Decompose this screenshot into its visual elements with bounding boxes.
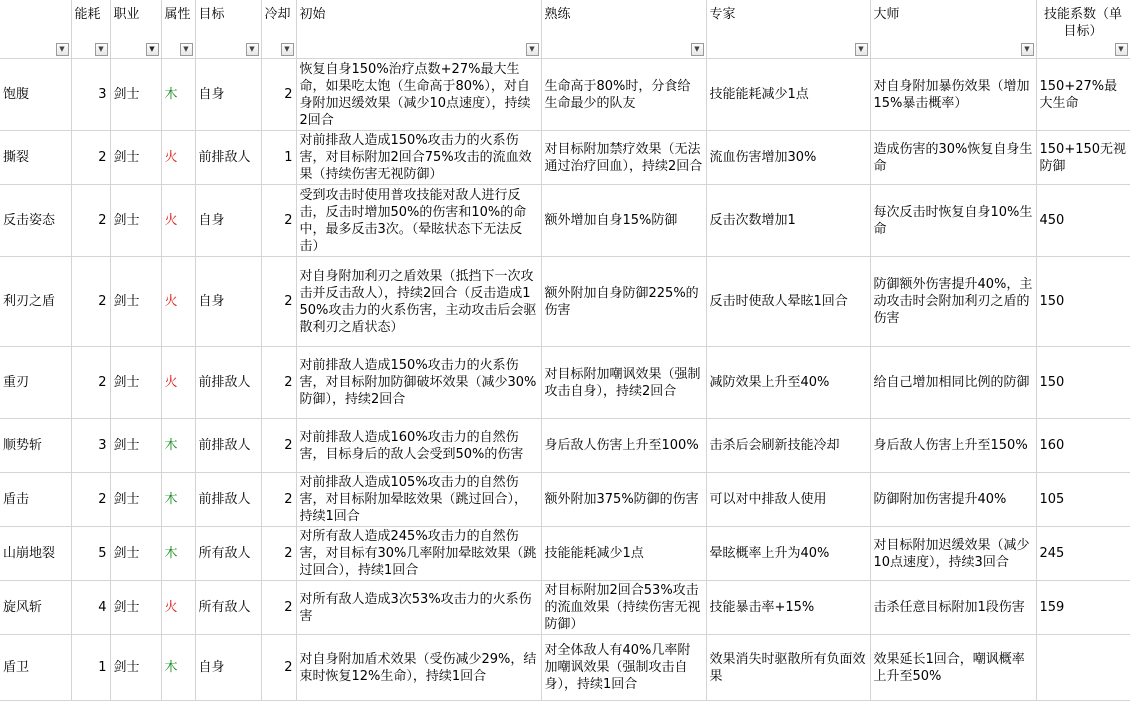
cell-expert[interactable]: 反击时使敌人晕眩1回合 bbox=[706, 257, 870, 347]
dropdown-arrow-icon: ▼ bbox=[529, 45, 535, 53]
header-cooldown: 冷却 ▼ bbox=[261, 0, 296, 59]
cell-cost[interactable]: 2 bbox=[71, 347, 110, 419]
cell-initial[interactable]: 对所有敌人造成245%攻击力的自然伤害，对目标有30%几率附加晕眩效果（跳过回合），持续1回合 bbox=[296, 527, 541, 581]
cell-class[interactable]: 剑士 bbox=[110, 185, 161, 257]
dropdown-arrow-icon: ▼ bbox=[694, 45, 700, 53]
cell-initial[interactable]: 恢复自身150%治疗点数+27%最大生命，如果吃太饱（生命高于80%），对自身附加迟缓效果（减少10点速度），持续2回合 bbox=[296, 59, 541, 131]
cell-skilled[interactable]: 身后敌人伤害上升至100% bbox=[541, 419, 706, 473]
cell-coef[interactable] bbox=[1036, 635, 1130, 701]
cell-name[interactable]: 利刃之盾 bbox=[0, 257, 71, 347]
cell-name[interactable]: 山崩地裂 bbox=[0, 527, 71, 581]
cell-cost[interactable]: 5 bbox=[71, 527, 110, 581]
cell-initial[interactable]: 对前排敌人造成150%攻击力的火系伤害，对目标附加防御破坏效果（减少30%防御），持续2回合 bbox=[296, 347, 541, 419]
cell-cooldown[interactable]: 2 bbox=[261, 59, 296, 131]
cell-coef[interactable]: 150 bbox=[1036, 257, 1130, 347]
cell-target[interactable]: 前排敌人 bbox=[195, 347, 261, 419]
cell-coef[interactable]: 105 bbox=[1036, 473, 1130, 527]
cell-element[interactable]: 火 bbox=[161, 185, 195, 257]
table-row bbox=[0, 581, 1130, 635]
cell-initial[interactable]: 对自身附加盾术效果（受伤减少29%，结束时恢复12%生命），持续1回合 bbox=[296, 635, 541, 701]
cell-expert[interactable]: 效果消失时驱散所有负面效果 bbox=[706, 635, 870, 701]
cell-cost[interactable]: 4 bbox=[71, 581, 110, 635]
cell-target[interactable]: 前排敌人 bbox=[195, 473, 261, 527]
cell-skilled[interactable]: 对全体敌人有40%几率附加嘲讽效果（强制攻击自身），持续1回合 bbox=[541, 635, 706, 701]
cell-master[interactable]: 对自身附加暴伤效果（增加15%暴击概率） bbox=[870, 59, 1036, 131]
dropdown-arrow-icon: ▼ bbox=[284, 45, 290, 53]
cell-target[interactable]: 自身 bbox=[195, 185, 261, 257]
cell-master[interactable]: 击杀任意目标附加1段伤害 bbox=[870, 581, 1036, 635]
cell-name[interactable]: 重刃 bbox=[0, 347, 71, 419]
cell-cooldown[interactable]: 2 bbox=[261, 527, 296, 581]
table-row bbox=[0, 131, 1130, 185]
cell-skilled[interactable]: 技能能耗减少1点 bbox=[541, 527, 706, 581]
cell-cost[interactable]: 3 bbox=[71, 59, 110, 131]
cell-name[interactable]: 盾击 bbox=[0, 473, 71, 527]
cell-skilled[interactable]: 对目标附加禁疗效果（无法通过治疗回血），持续2回合 bbox=[541, 131, 706, 185]
cell-class[interactable]: 剑士 bbox=[110, 419, 161, 473]
cell-expert[interactable]: 可以对中排敌人使用 bbox=[706, 473, 870, 527]
dropdown-arrow-icon: ▼ bbox=[1024, 45, 1030, 53]
cell-cost[interactable]: 2 bbox=[71, 257, 110, 347]
cell-class[interactable]: 剑士 bbox=[110, 527, 161, 581]
cell-master[interactable]: 防御额外伤害提升40%，主动攻击时会附加利刃之盾的伤害 bbox=[870, 257, 1036, 347]
cell-cost[interactable]: 1 bbox=[71, 635, 110, 701]
cell-expert[interactable]: 减防效果上升至40% bbox=[706, 347, 870, 419]
cell-expert[interactable]: 流血伤害增加30% bbox=[706, 131, 870, 185]
filter-dropdown-initial[interactable] bbox=[526, 43, 539, 56]
cell-cost[interactable]: 2 bbox=[71, 131, 110, 185]
cell-cooldown[interactable]: 1 bbox=[261, 131, 296, 185]
cell-skilled[interactable]: 对目标附加嘲讽效果（强制攻击自身），持续2回合 bbox=[541, 347, 706, 419]
header-cost: 能耗 ▼ bbox=[71, 0, 110, 59]
table-row bbox=[0, 347, 1130, 419]
cell-element[interactable]: 木 bbox=[161, 473, 195, 527]
filter-dropdown-master[interactable] bbox=[1021, 43, 1034, 56]
cell-name[interactable]: 饱腹 bbox=[0, 59, 71, 131]
cell-master[interactable]: 防御附加伤害提升40% bbox=[870, 473, 1036, 527]
cell-element[interactable]: 木 bbox=[161, 635, 195, 701]
cell-coef[interactable]: 150 bbox=[1036, 347, 1130, 419]
filter-dropdown-cost[interactable] bbox=[95, 43, 108, 56]
cell-skilled[interactable]: 生命高于80%时，分食给生命最少的队友 bbox=[541, 59, 706, 131]
cell-cooldown[interactable]: 2 bbox=[261, 473, 296, 527]
cell-coef[interactable]: 159 bbox=[1036, 581, 1130, 635]
dropdown-arrow-icon: ▼ bbox=[98, 45, 104, 53]
header-row bbox=[0, 0, 1130, 59]
cell-name[interactable]: 撕裂 bbox=[0, 131, 71, 185]
cell-element[interactable]: 火 bbox=[161, 347, 195, 419]
cell-name[interactable]: 旋风斩 bbox=[0, 581, 71, 635]
cell-target[interactable]: 自身 bbox=[195, 635, 261, 701]
cell-initial[interactable]: 对前排敌人造成150%攻击力的火系伤害，对目标附加2回合75%攻击的流血效果（持续伤害无视防御） bbox=[296, 131, 541, 185]
cell-name[interactable]: 盾卫 bbox=[0, 635, 71, 701]
header-name bbox=[0, 0, 71, 59]
cell-class[interactable]: 剑士 bbox=[110, 59, 161, 131]
cell-initial[interactable]: 对前排敌人造成160%攻击力的自然伤害，目标身后的敌人会受到50%的伤害 bbox=[296, 419, 541, 473]
cell-element[interactable]: 木 bbox=[161, 419, 195, 473]
cell-element[interactable]: 木 bbox=[161, 527, 195, 581]
cell-element[interactable]: 火 bbox=[161, 131, 195, 185]
cell-coef[interactable]: 150+150无视防御 bbox=[1036, 131, 1130, 185]
cell-cooldown[interactable]: 2 bbox=[261, 635, 296, 701]
table-row bbox=[0, 257, 1130, 347]
cell-initial[interactable]: 对前排敌人造成105%攻击力的自然伤害，对目标附加晕眩效果（跳过回合），持续1回合 bbox=[296, 473, 541, 527]
header-class: 职业 ▼ bbox=[110, 0, 161, 59]
cell-name[interactable]: 反击姿态 bbox=[0, 185, 71, 257]
cell-coef[interactable]: 150+27%最大生命 bbox=[1036, 59, 1130, 131]
cell-skilled[interactable]: 对目标附加2回合53%攻击的流血效果（持续伤害无视防御） bbox=[541, 581, 706, 635]
cell-element[interactable]: 火 bbox=[161, 257, 195, 347]
table-row bbox=[0, 59, 1130, 131]
cell-class[interactable]: 剑士 bbox=[110, 581, 161, 635]
cell-cost[interactable]: 2 bbox=[71, 185, 110, 257]
cell-cooldown[interactable]: 2 bbox=[261, 419, 296, 473]
filter-dropdown-element[interactable] bbox=[180, 43, 193, 56]
cell-class[interactable]: 剑士 bbox=[110, 257, 161, 347]
filter-dropdown-expert[interactable] bbox=[855, 43, 868, 56]
filter-dropdown-cooldown[interactable] bbox=[281, 43, 294, 56]
cell-element[interactable]: 木 bbox=[161, 59, 195, 131]
cell-master[interactable]: 效果延长1回合，嘲讽概率上升至50% bbox=[870, 635, 1036, 701]
dropdown-arrow-icon: ▼ bbox=[183, 45, 189, 53]
filter-dropdown-target[interactable] bbox=[246, 43, 259, 56]
cell-master[interactable]: 造成伤害的30%恢复自身生命 bbox=[870, 131, 1036, 185]
header-initial: 初始 ▼ bbox=[296, 0, 541, 59]
table-row bbox=[0, 527, 1130, 581]
cell-master[interactable]: 对目标附加迟缓效果（减少10点速度），持续3回合 bbox=[870, 527, 1036, 581]
dropdown-arrow-icon: ▼ bbox=[59, 45, 65, 53]
cell-master[interactable]: 身后敌人伤害上升至150% bbox=[870, 419, 1036, 473]
header-expert: 专家 ▼ bbox=[706, 0, 870, 59]
cell-initial[interactable]: 受到攻击时使用普攻技能对敌人进行反击，反击时增加50%的伤害和10%的命中，最多反击3次。（晕眩状态下无法反击） bbox=[296, 185, 541, 257]
cell-name[interactable]: 顺势斩 bbox=[0, 419, 71, 473]
filter-funnel-icon: ▼ bbox=[149, 45, 155, 53]
dropdown-arrow-icon: ▼ bbox=[858, 45, 864, 53]
cell-cooldown[interactable]: 2 bbox=[261, 347, 296, 419]
cell-master[interactable]: 给自己增加相同比例的防御 bbox=[870, 347, 1036, 419]
cell-class[interactable]: 剑士 bbox=[110, 473, 161, 527]
cell-skilled[interactable]: 额外附加自身防御225%的伤害 bbox=[541, 257, 706, 347]
cell-initial[interactable]: 对自身附加利刃之盾效果（抵挡下一次攻击并反击敌人），持续2回合（反击造成150%攻击力的火系伤害，主动攻击后会驱散利刃之盾状态） bbox=[296, 257, 541, 347]
cell-expert[interactable]: 反击次数增加1 bbox=[706, 185, 870, 257]
cell-target[interactable]: 所有敌人 bbox=[195, 527, 261, 581]
cell-expert[interactable]: 晕眩概率上升为40% bbox=[706, 527, 870, 581]
cell-expert[interactable]: 击杀后会刷新技能冷却 bbox=[706, 419, 870, 473]
cell-coef[interactable]: 450 bbox=[1036, 185, 1130, 257]
table-row bbox=[0, 185, 1130, 257]
cell-target[interactable]: 前排敌人 bbox=[195, 131, 261, 185]
filter-dropdown-class[interactable] bbox=[146, 43, 159, 56]
cell-expert[interactable]: 技能暴击率+15% bbox=[706, 581, 870, 635]
cell-element[interactable]: 火 bbox=[161, 581, 195, 635]
filter-dropdown-name[interactable] bbox=[56, 43, 69, 56]
cell-class[interactable]: 剑士 bbox=[110, 347, 161, 419]
header-element: 属性 ▼ bbox=[161, 0, 195, 59]
header-master: 大师 ▼ bbox=[870, 0, 1036, 59]
cell-cost[interactable]: 2 bbox=[71, 473, 110, 527]
cell-skilled[interactable]: 额外增加自身15%防御 bbox=[541, 185, 706, 257]
cell-class[interactable]: 剑士 bbox=[110, 131, 161, 185]
cell-cooldown[interactable]: 2 bbox=[261, 185, 296, 257]
cell-class[interactable]: 剑士 bbox=[110, 635, 161, 701]
filter-dropdown-skilled[interactable] bbox=[691, 43, 704, 56]
cell-target[interactable]: 自身 bbox=[195, 257, 261, 347]
cell-initial[interactable]: 对所有敌人造成3次53%攻击力的火系伤害 bbox=[296, 581, 541, 635]
header-target: 目标 ▼ bbox=[195, 0, 261, 59]
cell-coef[interactable]: 245 bbox=[1036, 527, 1130, 581]
cell-cooldown[interactable]: 2 bbox=[261, 581, 296, 635]
cell-expert[interactable]: 技能能耗减少1点 bbox=[706, 59, 870, 131]
dropdown-arrow-icon: ▼ bbox=[1118, 45, 1124, 53]
cell-skilled[interactable]: 额外附加375%防御的伤害 bbox=[541, 473, 706, 527]
table-row bbox=[0, 419, 1130, 473]
header-skilled: 熟练 ▼ bbox=[541, 0, 706, 59]
header-coef: 技能系数（单目标） ▼ bbox=[1036, 0, 1130, 59]
cell-target[interactable]: 所有敌人 bbox=[195, 581, 261, 635]
table-row bbox=[0, 635, 1130, 701]
cell-cooldown[interactable]: 2 bbox=[261, 257, 296, 347]
cell-target[interactable]: 自身 bbox=[195, 59, 261, 131]
dropdown-arrow-icon: ▼ bbox=[249, 45, 255, 53]
table-row bbox=[0, 473, 1130, 527]
cell-coef[interactable]: 160 bbox=[1036, 419, 1130, 473]
filter-dropdown-coef[interactable] bbox=[1115, 43, 1128, 56]
cell-master[interactable]: 每次反击时恢复自身10%生命 bbox=[870, 185, 1036, 257]
cell-cost[interactable]: 3 bbox=[71, 419, 110, 473]
cell-target[interactable]: 前排敌人 bbox=[195, 419, 261, 473]
